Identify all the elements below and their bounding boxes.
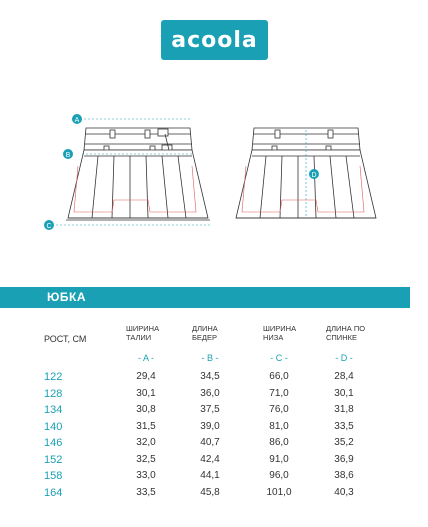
cell-c: 96,0	[269, 470, 289, 481]
column-header-d-line1: ДЛИНА ПО	[326, 324, 366, 333]
svg-text:C: C	[46, 223, 52, 230]
row-height-value: 158	[44, 470, 63, 482]
cell-d: 38,6	[334, 470, 354, 481]
table-row	[0, 388, 428, 401]
column-letter-b: - B -	[201, 353, 219, 363]
row-height-value: 128	[44, 387, 63, 400]
cell-a: 29,4	[136, 371, 156, 382]
cell-d: 30,1	[334, 387, 354, 399]
column-header-c-line1: ШИРИНА	[263, 324, 297, 333]
row-height-value: 122	[44, 371, 63, 383]
cell-d: 31,8	[334, 404, 354, 415]
cell-b: 36,0	[200, 387, 220, 399]
skirt-technical-drawings	[0, 100, 428, 250]
column-letter-a: - A -	[137, 353, 154, 363]
table-row	[0, 487, 428, 500]
cell-a: 31,5	[136, 420, 156, 432]
column-letter-d: - D -	[335, 353, 353, 363]
cell-b: 44,1	[200, 470, 220, 481]
cell-a: 30,1	[136, 387, 156, 399]
cell-c: 81,0	[269, 420, 289, 432]
column-header-b-line1: ДЛИНА	[192, 324, 218, 333]
column-header-c	[263, 324, 296, 342]
table-title-banner	[0, 287, 410, 308]
cell-d: 33,5	[334, 420, 354, 432]
cell-c: 66,0	[269, 371, 289, 382]
cell-c: 76,0	[269, 404, 289, 415]
cell-d: 28,4	[334, 371, 354, 382]
row-height-value: 146	[44, 437, 63, 449]
column-header-c-line2: НИЗА	[263, 333, 284, 342]
cell-a: 32,5	[136, 453, 156, 465]
svg-text:A: A	[74, 117, 80, 124]
cell-b: 34,5	[200, 371, 220, 382]
svg-text:B: B	[65, 152, 71, 159]
cell-b: 37,5	[200, 404, 220, 415]
marker-c	[44, 220, 54, 230]
cell-d: 36,9	[334, 453, 354, 465]
column-header-d	[326, 324, 365, 342]
marker-a	[72, 114, 82, 124]
cell-c: 71,0	[269, 387, 289, 399]
column-header-a	[126, 324, 159, 342]
skirt-front-view	[66, 128, 210, 220]
column-header-a-line2: ТАЛИИ	[126, 333, 152, 342]
brand-logo	[161, 20, 268, 60]
table-row	[0, 404, 428, 417]
column-header-a-line1: ШИРИНА	[126, 324, 160, 333]
table-row	[0, 421, 428, 434]
cell-c: 91,0	[269, 453, 289, 465]
cell-c: 101,0	[266, 486, 292, 498]
brand-logo-text: acoola	[171, 27, 258, 53]
column-header-b-line2: БЕДЕР	[192, 333, 218, 342]
marker-d	[309, 169, 319, 179]
table-row	[0, 371, 428, 384]
table-row	[0, 437, 428, 450]
cell-c: 86,0	[269, 437, 289, 448]
cell-a: 33,0	[136, 470, 156, 481]
cell-b: 42,4	[200, 453, 220, 465]
table-row	[0, 470, 428, 483]
cell-b: 40,7	[200, 437, 220, 448]
table-row	[0, 454, 428, 467]
table-title: ЮБКА	[47, 290, 86, 304]
height-column-header: РОСТ, СМ	[44, 334, 87, 344]
column-letter-c: - C -	[270, 353, 288, 363]
column-header-d-line2: СПИНКЕ	[326, 333, 357, 342]
cell-d: 35,2	[334, 437, 354, 448]
row-height-value: 164	[44, 486, 63, 499]
cell-d: 40,3	[334, 486, 354, 498]
column-header-b	[192, 324, 218, 342]
marker-b	[63, 149, 73, 159]
svg-text:D: D	[311, 172, 317, 179]
row-height-value: 134	[44, 404, 63, 416]
cell-a: 32,0	[136, 437, 156, 448]
cell-b: 39,0	[200, 420, 220, 432]
skirt-back-view	[236, 128, 376, 218]
cell-a: 33,5	[136, 486, 156, 498]
cell-b: 45,8	[200, 486, 220, 498]
row-height-value: 152	[44, 453, 63, 466]
cell-a: 30,8	[136, 404, 156, 415]
row-height-value: 140	[44, 420, 63, 433]
